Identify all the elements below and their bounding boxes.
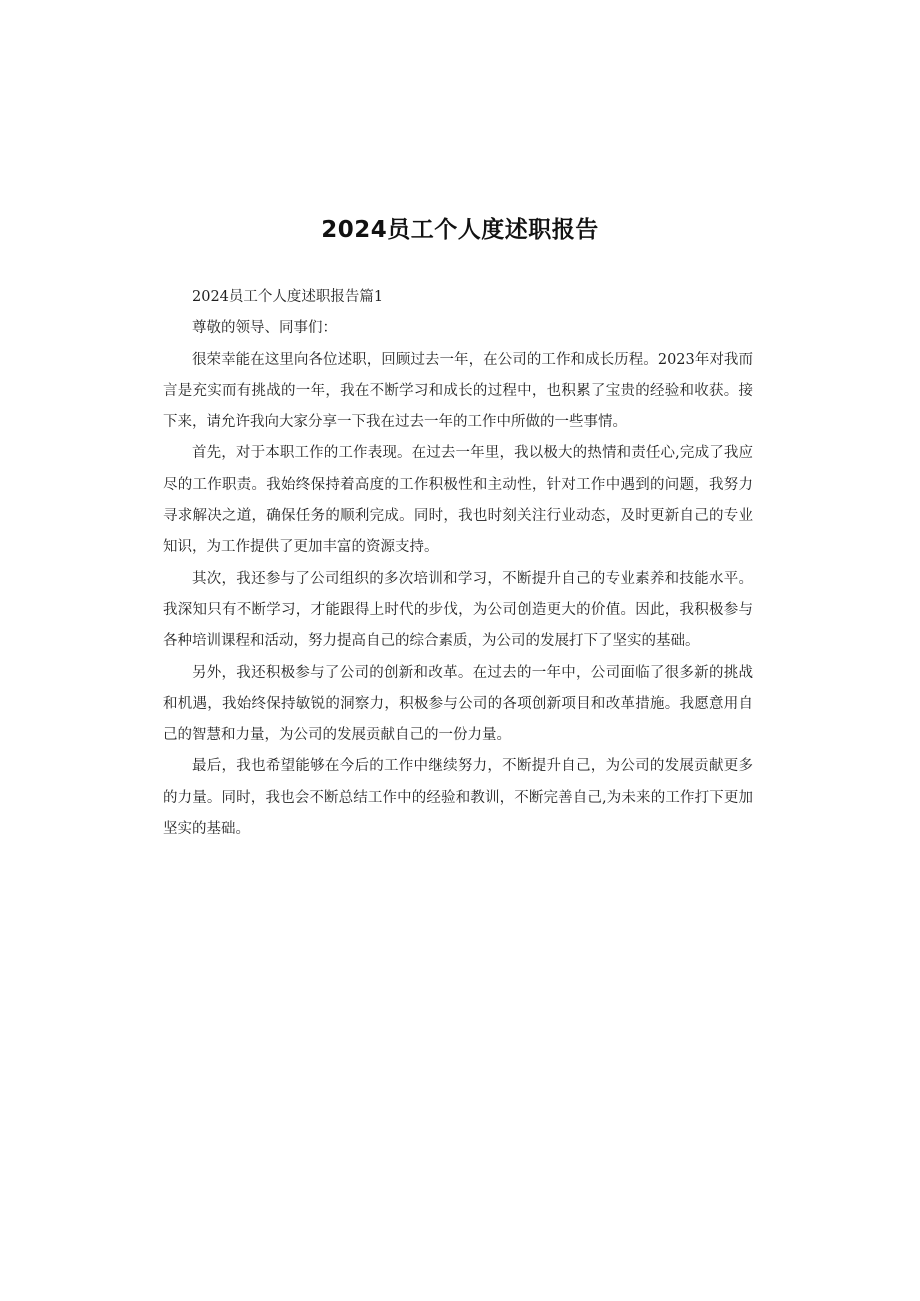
section-heading: 2024员工个人度述职报告篇1 — [192, 289, 384, 305]
document-title: 2024员工个人度述职报告 — [321, 217, 599, 243]
paragraph-3: 其次，我还参与了公司组织的多次培训和学习，不断提升自己的专业素养和技能水平。我深知只有不断学习，才能跟得上时代的步伐，为公司创造更大的价值。因此，我积极参与各种培训课程和活动，努力提高自己的综合素质，为公司的发展打下了坚实的基础。 — [163, 570, 753, 650]
paragraph-5: 最后，我也希望能够在今后的工作中继续努力，不断提升自己，为公司的发展贡献更多的力量。同时，我也会不断总结工作中的经验和教训，不断完善自己,为未来的工作打下更加坚实的基础。 — [163, 758, 753, 838]
paragraph-2: 首先，对于本职工作的工作表现。在过去一年里，我以极大的热情和责任心,完成了我应尽的工作职责。我始终保持着高度的工作积极性和主动性，针对工作中遇到的问题，我努力寻求解决之道，确保任务的顺利完成。同时，我也时刻关注行业动态，及时更新自己的专业知识，为工作提供了更加丰富的资源支持。 — [163, 445, 753, 556]
paragraph-1: 很荣幸能在这里向各位述职，回顾过去一年，在公司的工作和成长历程。2023年对我而言是充实而有挑战的一年，我在不断学习和成长的过程中，也积累了宝贵的经验和收获。接下来，请允许我向大家分享一下我在过去一年的工作中所做的一些事情。 — [163, 351, 753, 431]
document-body — [163, 282, 753, 845]
salutation: 尊敬的领导、同事们： — [192, 320, 337, 337]
paragraph-4: 另外，我还积极参与了公司的创新和改革。在过去的一年中，公司面临了很多新的挑战和机遇，我始终保持敏锐的洞察力，积极参与公司的各项创新项目和改革措施。我愿意用自己的智慧和力量，为公司的发展贡献自己的一份力量。 — [163, 664, 753, 744]
